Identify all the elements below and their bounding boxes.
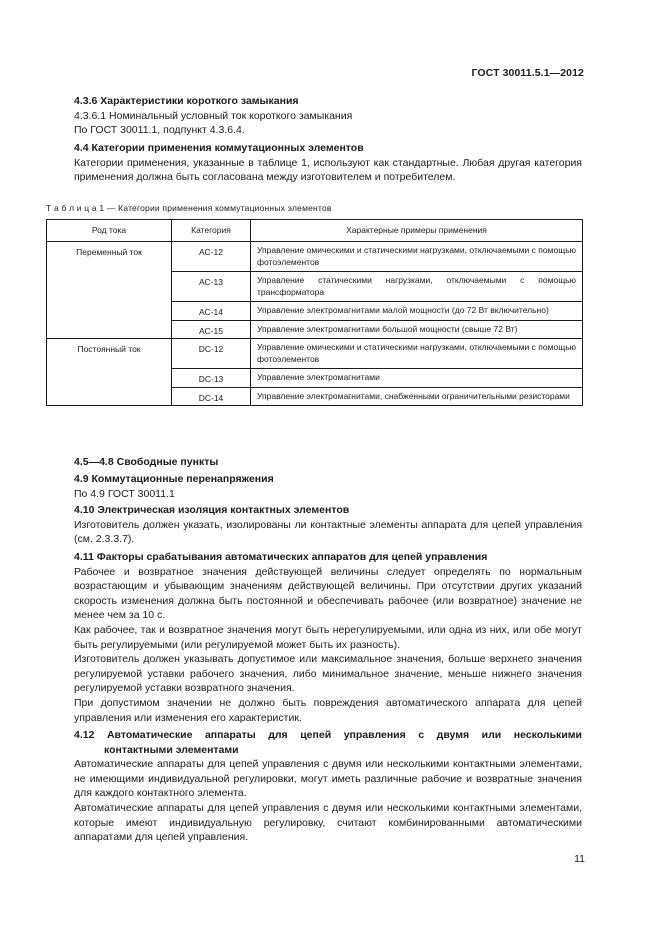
category-label: АС-13 bbox=[199, 277, 223, 287]
paragraph: Изготовитель должен указать, изолированы ли контактные элементы аппарата для цепей управления (см. 2.3.3.7). bbox=[74, 518, 582, 546]
description-cell: Управление омическими и статическими нагрузками, отключаемыми с помощью фотоэлементов bbox=[251, 242, 583, 272]
category-label: DC-13 bbox=[198, 374, 224, 384]
category-cell bbox=[172, 242, 251, 272]
reference-text: По 4.9 ГОСТ 30011.1 bbox=[74, 487, 175, 500]
section-heading: 4.11 Факторы срабатывания автоматических аппаратов для цепей управления bbox=[74, 551, 488, 563]
table-header-row bbox=[47, 220, 583, 242]
category-label: АС-14 bbox=[199, 307, 223, 317]
description-cell: Управление электромагнитами bbox=[251, 369, 583, 388]
table-caption: Т а б л и ц а 1 — Категории применения коммутационных элементов bbox=[46, 203, 332, 213]
category-cell bbox=[172, 369, 251, 388]
section-heading: 4.9 Коммутационные перенапряжения bbox=[74, 473, 274, 485]
categories-table bbox=[46, 219, 583, 406]
paragraph: Изготовитель должен указывать допустимое или максимальное значения, больше верхнего значения регулируемой уставки рабочего значения, либо минимальное значение, меньше нижнего значения регулируемой уставки возвратного значения. bbox=[74, 653, 582, 695]
paragraph: При допустимом значении не должно быть повреждения автоматического аппарата для цепей управления или изменения его характеристик. bbox=[74, 696, 582, 724]
paragraph: Автоматические аппараты для цепей управления с двумя или несколькими контактными элементами, не имеющими индивидуальной регулировки, могут иметь различные рабочие и возвратные значения для каждого контактного элемента. bbox=[74, 758, 582, 800]
col-header-current: Род тока bbox=[47, 220, 172, 242]
category-cell bbox=[172, 339, 251, 369]
description-cell: Управление электромагнитами малой мощности (до 72 Вт включительно) bbox=[251, 302, 583, 321]
section-heading: 4.10 Электрическая изоляция контактных элементов bbox=[74, 504, 350, 516]
description-cell: Управление электромагнитами, снабженными ограничительными резисторами bbox=[251, 387, 583, 406]
section-4-4 bbox=[74, 141, 582, 185]
current-type-label: Постоянный ток bbox=[77, 344, 141, 354]
category-cell bbox=[172, 387, 251, 406]
table-row bbox=[47, 339, 583, 369]
category-cell bbox=[172, 320, 251, 339]
category-cell bbox=[172, 302, 251, 321]
table-row bbox=[47, 242, 583, 272]
col-header-examples: Характерные примеры применения bbox=[251, 220, 583, 242]
col-header-category: Категория bbox=[172, 220, 251, 242]
standard-designation: ГОСТ 30011.5.1—2012 bbox=[471, 67, 584, 79]
category-label: DC-12 bbox=[198, 344, 224, 354]
category-cell bbox=[172, 272, 251, 302]
section-4-9 bbox=[74, 472, 582, 501]
current-type-cell bbox=[47, 339, 172, 406]
section-4-3-6 bbox=[74, 94, 582, 138]
category-label: АС-15 bbox=[199, 325, 223, 336]
section-heading-continued: контактными элементами bbox=[104, 743, 239, 756]
section-heading: 4.4 Категории применения коммутационных элементов bbox=[74, 142, 364, 154]
section-4-12 bbox=[74, 728, 582, 845]
paragraph: Автоматические аппараты для цепей управления с двумя или несколькими контактными элементами, которые имеют индивидуальную регулировку, считают комбинированными автоматическими аппаратами для цепей управления. bbox=[74, 801, 582, 844]
current-type-cell bbox=[47, 242, 172, 339]
paragraph: Рабочее и возвратное значения действующей величины следует определять по нормальным возрастающим и убывающим значениям действующей величины. При отсутствии других указаний скорость изменения должна быть постоянной и обеспечивать рабочее (или возвратное) значение не менее чем за 10 с. bbox=[74, 565, 582, 622]
section-4-5-4-8 bbox=[74, 455, 582, 470]
current-type-label: Переменный ток bbox=[76, 247, 142, 257]
category-label: АС-12 bbox=[199, 247, 223, 257]
paragraph: Категории применения, указанные в таблице 1, используют как стандартные. Любая другая категория применения должна быть согласована между изготовителем и потребителем. bbox=[74, 156, 582, 184]
description-cell: Управление статическими нагрузками, отключаемыми с помощью трансформатора bbox=[251, 272, 583, 302]
clause-text: 4.3.6.1 Номинальный условный ток короткого замыкания bbox=[74, 109, 353, 122]
section-heading: 4.3.6 Характеристики короткого замыкания bbox=[74, 95, 299, 107]
page-number: 11 bbox=[574, 853, 585, 865]
section-heading: 4.12 Автоматические аппараты для цепей управления с двумя или несколькими bbox=[74, 729, 582, 741]
category-label: DC-14 bbox=[198, 392, 224, 403]
description-cell: Управление электромагнитами большой мощности (свыше 72 Вт) bbox=[251, 320, 583, 339]
section-4-11 bbox=[74, 550, 582, 725]
paragraph: Как рабочее, так и возвратное значения могут быть нерегулируемыми, или одна из них, или обе могут быть регулируемыми (или регулируемой может быть их разность). bbox=[74, 623, 582, 651]
section-4-10 bbox=[74, 503, 582, 547]
description-cell: Управление омическими и статическими нагрузками, отключаемыми с помощью фотоэлементов bbox=[251, 339, 583, 369]
reference-text: По ГОСТ 30011.1, подпункт 4.3.6.4. bbox=[74, 124, 245, 137]
section-heading: 4.5—4.8 Свободные пункты bbox=[74, 456, 219, 468]
